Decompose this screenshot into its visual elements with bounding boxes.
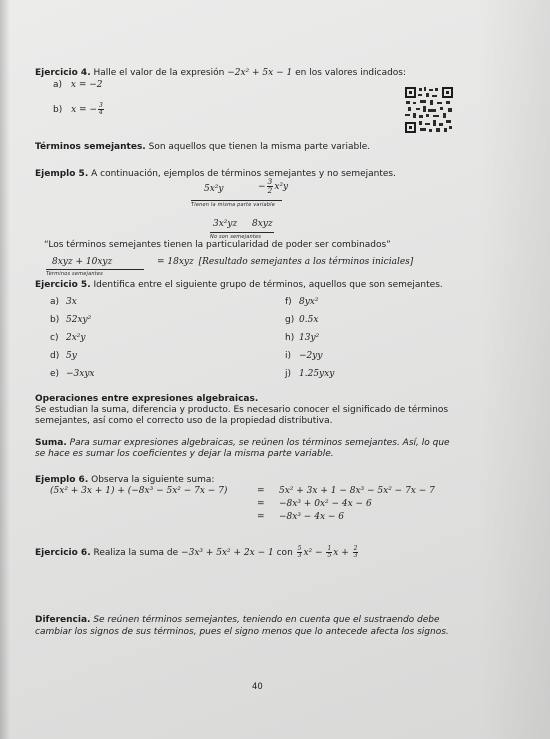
fraction <box>297 546 303 559</box>
exercise-4-expression: −2x² + 5x − 1 <box>227 68 293 78</box>
exercise-6-text: Realiza la suma de <box>93 548 179 558</box>
exercise-5-right-column <box>285 297 334 387</box>
term-variable: x <box>333 548 339 558</box>
example-6-statement <box>35 475 214 486</box>
item-term: 3x <box>66 297 77 307</box>
item-label: b) <box>50 315 60 325</box>
similar-terms-definition <box>35 142 370 153</box>
exercise-6-second-expression: $\frac{5}{3}$ x² − $\frac{1}{5}$ x + $\frac{2}{3}$ <box>297 545 358 559</box>
exercise-4-text-b: en los valores indicados: <box>295 68 407 78</box>
term-item <box>50 297 95 315</box>
term-item <box>50 369 95 387</box>
fraction-numerator: 2 <box>353 545 358 552</box>
term-variable: x²y <box>274 182 289 192</box>
example-5-term-3: 3x²yz <box>213 219 238 229</box>
example-5-sum-expression: 8xyz + 10xyz <box>52 257 113 267</box>
fraction-denominator: 3 <box>353 552 358 559</box>
example-6-equals-1: = <box>257 486 265 496</box>
example-5-term-2 <box>258 178 288 195</box>
item-term: 13y² <box>299 333 320 343</box>
difference-title: Diferencia. <box>35 615 91 625</box>
item-term: −3xyx <box>66 369 95 379</box>
sum-text-1: Para sumar expresiones algebraicas, se reúnen los términos semejantes. Así, lo que <box>69 438 450 448</box>
fraction <box>267 178 274 195</box>
fraction-denominator: 2 <box>267 186 273 195</box>
term-item <box>285 369 334 387</box>
exercise-5-statement <box>35 280 443 291</box>
fraction <box>98 103 104 116</box>
example-5-sum-caption: Términos semejantes <box>46 269 144 277</box>
example-5-text: A continuación, ejemplos de términos semejantes y no semejantes. <box>91 169 396 179</box>
exercise-4-title: Ejercicio 4. <box>35 68 91 78</box>
operations-text-line-2: semejantes, así como el correcto uso de la propiedad distributiva. <box>35 416 333 426</box>
example-6-equals-2: = <box>257 499 265 509</box>
item-term: 8yx² <box>299 297 319 307</box>
item-term: 1.25yxy <box>299 369 335 379</box>
item-label: a) <box>53 80 63 90</box>
difference-text-1: Se reúnen términos semejantes, teniendo en cuenta que el sustraendo debe <box>93 615 440 625</box>
sum-definition-line-1 <box>35 438 450 449</box>
item-term: 52xy² <box>66 315 92 325</box>
sum-definition-line-2: se hace es sumar los coeficientes y dejar la misma parte variable. <box>35 449 334 459</box>
exercise-5-text: Identifica entre el siguiente grupo de términos, aquellos que son semejantes. <box>93 280 443 290</box>
item-label: f) <box>285 297 292 307</box>
fraction-numerator: 5 <box>297 545 302 552</box>
term-item <box>50 333 95 351</box>
fraction-denominator: 4 <box>99 109 103 116</box>
fraction-denominator: 3 <box>297 552 302 559</box>
item-label: e) <box>50 369 60 379</box>
example-6-title: Ejemplo 6. <box>35 475 89 485</box>
example-5-sum-line <box>157 257 413 267</box>
item-value-prefix: x = − <box>71 105 97 115</box>
fraction-numerator: 3 <box>267 177 273 186</box>
example-6-step-1: 5x² + 3x + 1 − 8x³ − 5x² − 7x − 7 <box>279 486 435 496</box>
term-item <box>285 333 334 351</box>
example-5-statement <box>35 169 396 180</box>
term-item <box>285 351 334 369</box>
example-5-caption-same: Tienen la misma parte variable <box>191 200 282 208</box>
operations-title: Operaciones entre expresiones algebraicas. <box>35 394 259 404</box>
item-label: h) <box>285 333 295 343</box>
item-term: 0.5x <box>299 315 319 325</box>
page-edge-shade <box>480 0 550 739</box>
example-6-text: Observa la siguiente suma: <box>91 475 215 485</box>
term-item <box>285 297 334 315</box>
term-sign: − <box>258 182 266 192</box>
example-5-term-4: 8xyz <box>252 219 273 229</box>
item-label: i) <box>285 351 292 361</box>
similar-terms-text: Son aquellos que tienen la misma parte variable. <box>148 142 371 152</box>
exercise-6-expression: −3x³ + 5x² + 2x − 1 <box>181 548 274 558</box>
exercise-6-title: Ejercicio 6. <box>35 548 91 558</box>
qr-code-image <box>404 86 454 134</box>
example-6-step-3: −8x³ − 4x − 6 <box>279 512 345 522</box>
term-item <box>50 351 95 369</box>
exercise-6-statement <box>35 546 359 559</box>
exercise-4-statement <box>35 68 406 79</box>
exercise-4-item-a <box>53 80 103 91</box>
sum-title: Suma. <box>35 438 67 448</box>
operations-text-line-1: Se estudian la suma, diferencia y producto. Es necesario conocer el significado de términos <box>35 405 449 415</box>
example-5-quote: “Los términos semejantes tienen la particularidad de poder ser combinados” <box>44 240 391 250</box>
item-label: a) <box>50 297 60 307</box>
example-6-equals-3: = <box>257 512 265 522</box>
exercise-5-left-column <box>50 297 95 387</box>
exercise-6-connector: con <box>276 548 293 558</box>
example-5-title: Ejemplo 5. <box>35 169 89 179</box>
item-term: 5y <box>66 351 77 361</box>
similar-terms-title: Términos semejantes. <box>35 142 146 152</box>
example-6-lhs: (5x² + 3x + 1) + (−8x³ − 5x² − 7x − 7) <box>50 486 228 496</box>
fraction-numerator: 3 <box>99 102 103 109</box>
item-term: 2x²y <box>66 333 86 343</box>
example-5-caption-not-same: No son semejantes <box>210 232 274 240</box>
exercise-4-item-b <box>53 103 105 116</box>
fraction-numerator: 1 <box>327 545 332 552</box>
term-item <box>50 315 95 333</box>
fraction <box>353 546 359 559</box>
term-variable: x² <box>303 548 313 558</box>
item-label: g) <box>285 315 295 325</box>
fraction <box>326 546 332 559</box>
difference-definition-line-2: cambiar los signos de sus términos, pues el signo menos que lo antecede afecta los signos. <box>35 627 449 637</box>
example-6-step-2: −8x³ + 0x² − 4x − 6 <box>279 499 372 509</box>
item-label: c) <box>50 333 59 343</box>
fraction-denominator: 5 <box>327 552 332 559</box>
item-label: b) <box>53 105 63 115</box>
page-shadow <box>0 0 10 739</box>
item-label: d) <box>50 351 60 361</box>
item-value: x = −2 <box>70 80 103 90</box>
example-5-term-1: 5x²y <box>204 184 224 194</box>
exercise-5-title: Ejercicio 5. <box>35 280 91 290</box>
item-term: −2yy <box>299 351 323 361</box>
sum-result: = 18xyz <box>157 257 194 267</box>
page-number: 40 <box>252 681 263 691</box>
term-item <box>285 315 334 333</box>
sum-note: [Resultado semejantes a los términos iniciales] <box>198 257 414 267</box>
item-label: j) <box>285 369 292 379</box>
difference-definition-line-1 <box>35 615 440 626</box>
exercise-4-text-a: Halle el valor de la expresión <box>93 68 225 78</box>
